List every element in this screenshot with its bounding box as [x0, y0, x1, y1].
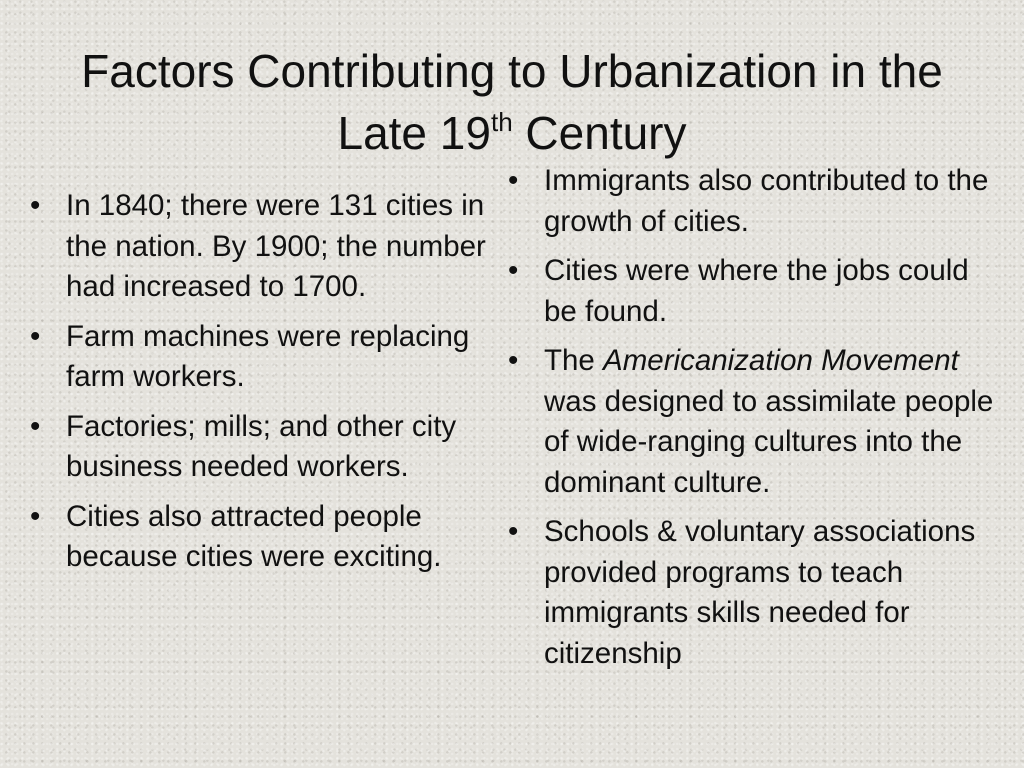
bullet-text: In 1840; there were 131 cities in the nation. By 1900; the number had increased to 1700. — [66, 189, 486, 303]
americanization-movement-term: Americanization Movement — [603, 344, 959, 377]
bullet-text: Immigrants also contributed to the growth of cities. — [544, 164, 989, 238]
bullet-text: Cities also attracted people because cities were exciting. — [66, 499, 442, 573]
bullet-text: Schools & voluntary associations provided programs to teach immigrants skills needed for citizenship — [544, 515, 976, 670]
title-text-end: Century — [512, 107, 687, 159]
bullet-text-prefix: The — [544, 344, 604, 377]
bullet-text: Factories; mills; and other city business needed workers. — [66, 409, 457, 483]
title-text: Factors Contributing to Urbanization in the Late 19 — [81, 45, 943, 159]
bullet-text: Farm machines were replacing farm workers. — [66, 319, 470, 393]
list-item — [30, 317, 500, 398]
list-item — [30, 186, 500, 308]
title-superscript: th — [490, 107, 513, 137]
bullet-icon: • — [30, 189, 41, 222]
bullet-icon: • — [30, 499, 41, 533]
bullet-text: Cities were where the jobs could be found. — [544, 254, 969, 328]
list-item — [30, 407, 500, 488]
right-bullet-list — [508, 161, 1008, 683]
list-item — [508, 161, 1008, 242]
bullet-icon: • — [508, 515, 519, 548]
bullet-text-suffix: was designed to assimilate people of wide-ranging cultures into the dominant culture. — [544, 384, 994, 499]
bullet-icon: • — [508, 254, 519, 287]
bullet-icon: • — [30, 409, 41, 443]
bullet-text — [544, 344, 993, 499]
bullet-icon: • — [508, 164, 519, 197]
list-item — [508, 251, 1008, 332]
bullet-icon: • — [30, 319, 41, 353]
list-item — [508, 341, 1008, 503]
left-bullet-list — [30, 186, 500, 587]
bullet-icon: • — [508, 344, 519, 377]
list-item — [30, 497, 500, 578]
list-item — [508, 512, 1008, 674]
slide-title — [40, 40, 984, 164]
